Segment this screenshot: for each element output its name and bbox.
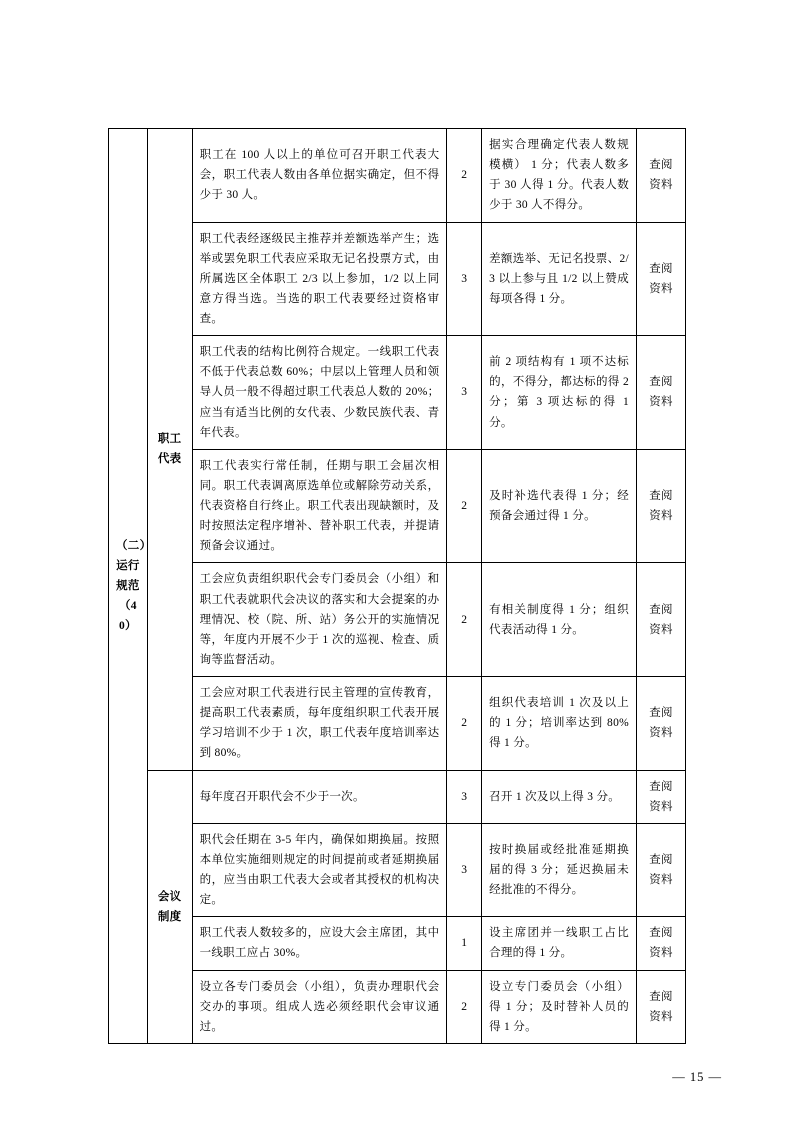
table-body (109, 129, 686, 1044)
assessment-method: 查阅资料 (637, 222, 686, 336)
table-row (109, 970, 686, 1043)
item-score: 2 (447, 129, 482, 223)
item-text: 职工在 100 人以上的单位可召开职工代表大会，职工代表人数由各单位据实确定，但不得少于 30 人。 (192, 129, 447, 223)
item-text: 职工代表实行常任制，任期与职工会届次相同。职工代表调离原选单位或解除劳动关系，代表资格自行终止。职工代表出现缺额时，及时按照法定程序增补、替补职工代表，并提请预备会议通过。 (192, 449, 447, 563)
assessment-method: 查阅资料 (637, 336, 686, 450)
item-text: 工会应对职工代表进行民主管理的宣传教育，提高职工代表素质，每年度组织职工代表开展学习培训不少于 1 次，职工代表年度培训率达到 80%。 (192, 677, 447, 771)
table-row (109, 917, 686, 970)
assessment-method: 查阅资料 (637, 129, 686, 223)
item-text: 每年度召开职代会不少于一次。 (192, 770, 447, 823)
assessment-method: 查阅资料 (637, 770, 686, 823)
subcategory-label: 会议制度 (157, 890, 182, 923)
scoring-standard: 召开 1 次及以上得 3 分。 (482, 770, 637, 823)
item-score: 3 (447, 770, 482, 823)
item-text: 职工代表的结构比例符合规定。一线职工代表不低于代表总数 60%；中层以上管理人员和领导人员一般不得超过职工代表总人数的 20%；应当有适当比例的女代表、少数民族代表、青年代表。 (192, 336, 447, 450)
table-row (109, 336, 686, 450)
table-row (109, 823, 686, 917)
page-number: — 15 — (672, 1070, 722, 1084)
item-text: 工会应负责组织职代会专门委员会（小组）和职工代表就职代会决议的落实和大会提案的办理情况、校（院、所、站）务公开的实施情况等，年度内开展不少于 1 次的巡视、检查、质询等监督活动。 (192, 563, 447, 677)
scoring-standard: 组织代表培训 1 次及以上的 1 分；培训率达到 80%得 1 分。 (482, 677, 637, 771)
scoring-standard: 按时换届或经批准延期换届的得 3 分；延迟换届未经批准的不得分。 (482, 823, 637, 917)
item-text: 职代会任期在 3-5 年内，确保如期换届。按照本单位实施细则规定的时间提前或者延期换届的，应当由职工代表大会或者其授权的机构决定。 (192, 823, 447, 917)
scoring-standard: 差额选举、无记名投票、2/3 以上参与且 1/2 以上赞成每项各得 1 分。 (482, 222, 637, 336)
table-row (109, 222, 686, 336)
item-text: 职工代表经逐级民主推荐并差额选举产生；选举或罢免职工代表应采取无记名投票方式，由所属选区全体职工 2/3 以上参加，1/2 以上同意方得当选。当选的职工代表要经过资格审查。 (192, 222, 447, 336)
item-score: 3 (447, 823, 482, 917)
category-cell (109, 129, 152, 1044)
item-score: 2 (447, 970, 482, 1043)
subcategory-cell-staff-representative (147, 129, 192, 771)
scoring-standard: 设主席团并一线职工占比合理的得 1 分。 (482, 917, 637, 970)
assessment-method: 查阅资料 (637, 563, 686, 677)
assessment-method: 查阅资料 (637, 970, 686, 1043)
scoring-standard: 据实合理确定代表人数规模横） 1 分；代表人数多于 30 人得 1 分。代表人数少于 30 人不得分。 (482, 129, 637, 223)
item-score: 3 (447, 336, 482, 450)
item-score: 2 (447, 563, 482, 677)
assessment-method: 查阅资料 (637, 449, 686, 563)
scoring-standard: 及时补选代表得 1 分；经预备会通过得 1 分。 (482, 449, 637, 563)
item-text: 设立各专门委员会（小组），负责办理职代会交办的事项。组成人选必须经职代会审议通过。 (192, 970, 447, 1043)
table-row (109, 129, 686, 223)
subcategory-label: 职工代表 (157, 433, 182, 466)
table-row (109, 677, 686, 771)
item-text: 职工代表人数较多的，应设大会主席团，其中一线职工应占 30%。 (192, 917, 447, 970)
item-score: 1 (447, 917, 482, 970)
scoring-standard: 有相关制度得 1 分；组织代表活动得 1 分。 (482, 563, 637, 677)
table-row (109, 449, 686, 563)
category-label: （二）运行规范（40） (116, 539, 152, 633)
subcategory-cell-meeting-system (147, 770, 192, 1043)
assessment-table (108, 128, 686, 1044)
scoring-standard: 前 2 项结构有 1 项不达标的，不得分，都达标的得 2 分；第 3 项达标的得 1 分。 (482, 336, 637, 450)
table-row (109, 563, 686, 677)
assessment-method: 查阅资料 (637, 917, 686, 970)
scoring-standard: 设立专门委员会（小组）得 1 分；及时替补人员的得 1 分。 (482, 970, 637, 1043)
item-score: 2 (447, 677, 482, 771)
table-row (109, 770, 686, 823)
item-score: 3 (447, 222, 482, 336)
item-score: 2 (447, 449, 482, 563)
assessment-method: 查阅资料 (637, 823, 686, 917)
assessment-method: 查阅资料 (637, 677, 686, 771)
